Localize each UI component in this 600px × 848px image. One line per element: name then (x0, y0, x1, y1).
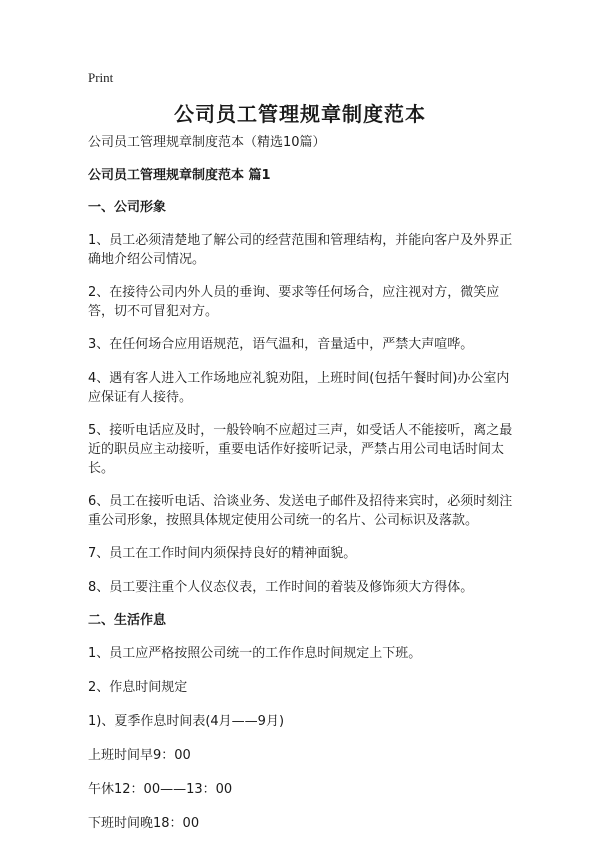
paragraph-item: 8、员工要注重个人仪态仪表，工作时间的着装及修饰须大方得体。 (88, 580, 474, 595)
paragraph-item: 1、员工必须清楚地了解公司的经营范围和管理结构，并能向客户及外界正确地介绍公司情况。 (88, 233, 513, 267)
paragraph-item: 2、在接待公司内外人员的垂询、要求等任何场合，应注视对方，微笑应答，切不可冒犯对方。 (88, 285, 500, 319)
page-title: 公司员工管理规章制度范本 (174, 102, 426, 126)
paragraph-item: 4、遇有客人进入工作场地应礼貌劝阻，上班时间(包括午餐时间)办公室内应保证有人接待。 (88, 371, 510, 405)
paragraph-item: 1、员工应严格按照公司统一的工作作息时间规定上下班。 (88, 646, 422, 661)
document-subtitle: 公司员工管理规章制度范本（精选10篇） (88, 135, 326, 150)
paragraph-item: 上班时间早9：00 (88, 748, 191, 763)
paragraph-item: 7、员工在工作时间内须保持良好的精神面貌。 (88, 546, 357, 561)
paragraph-item: 1)、夏季作息时间表(4月——9月) (88, 714, 285, 729)
print-link[interactable]: Print (88, 70, 114, 85)
paragraph-item: 午休12：00——13：00 (88, 782, 233, 797)
paragraph-item: 下班时间晚18：00 (88, 816, 200, 831)
paragraph-item: 2、作息时间规定 (88, 680, 188, 695)
paragraph-item: 3、在任何场合应用语规范，语气温和，音量适中，严禁大声喧哗。 (88, 337, 474, 352)
section-title: 公司员工管理规章制度范本 篇1 (88, 168, 271, 183)
part1-heading: 一、公司形象 (88, 200, 167, 215)
paragraph-item: 6、员工在接听电话、洽谈业务、发送电子邮件及招待来宾时，必须时刻注重公司形象，按照具体规定使用公司统一的名片、公司标识及落款。 (88, 494, 513, 528)
paragraph-item: 5、接听电话应及时，一般铃响不应超过三声，如受话人不能接听，离之最近的职员应主动接听，重要电话作好接听记录，严禁占用公司电话时间太长。 (88, 423, 513, 476)
part2-heading: 二、生活作息 (88, 613, 167, 628)
document-body (88, 134, 518, 848)
